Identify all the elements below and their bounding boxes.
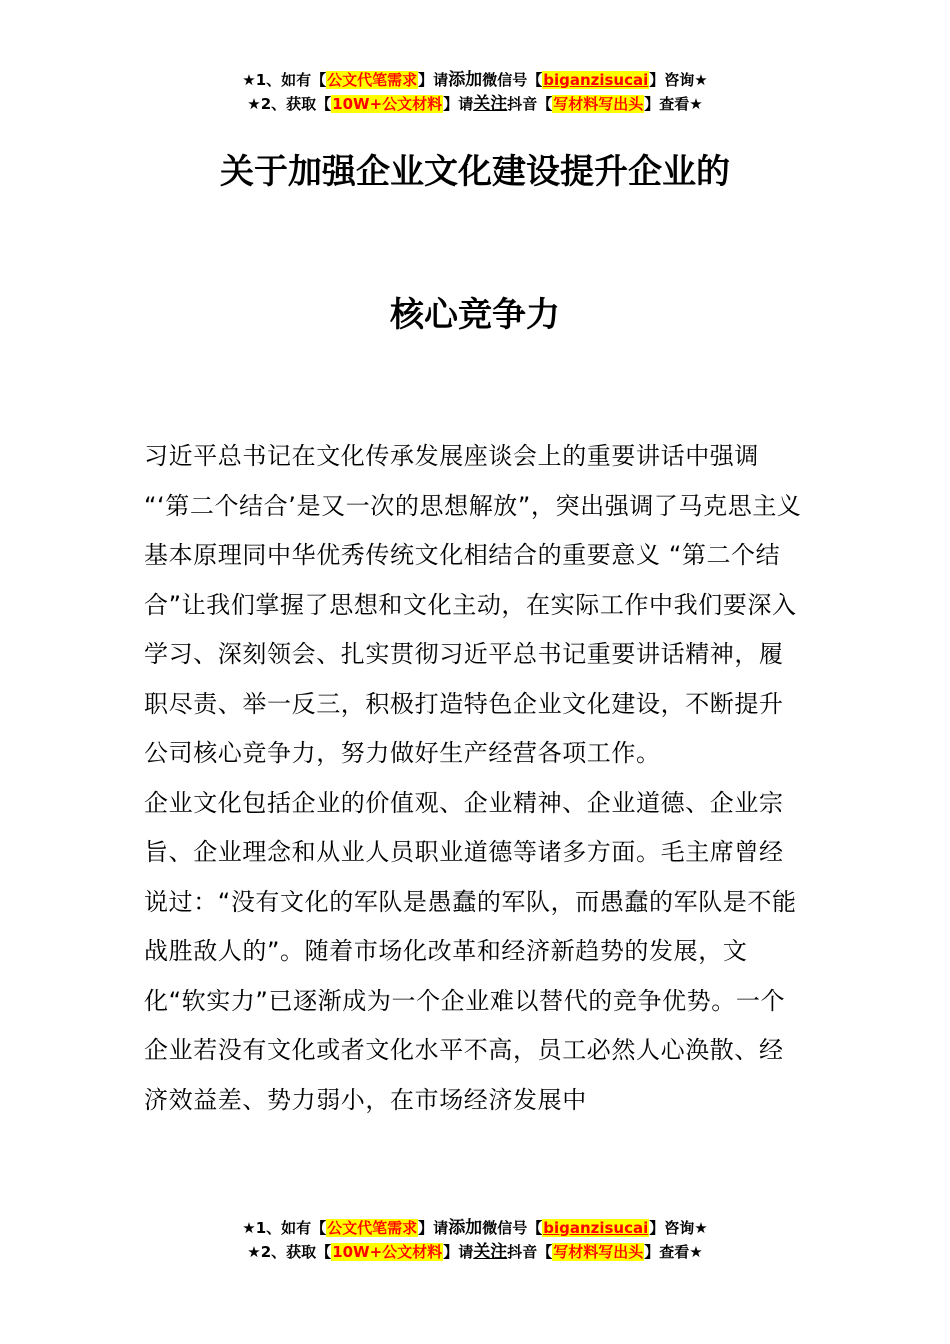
footer-highlight-service: 公文代笔需求 [327, 1219, 418, 1237]
banner-line-2-mid1: 】请 [443, 95, 474, 113]
body-paragraph-2: 企业文化包括企业的价值观、企业精神、企业道德、企业宗旨、企业理念和从业人员职业道德等诸多方面。毛主席曾经说过：“没有文化的军队是愚蠢的军队，而愚蠢的军队是不能战胜敌人的”。随着市场化改革和经济新趋势的发展，文化“软实力”已逐渐成为一个企业难以替代的竞争优势。一个企业若没有文化或者文化水平不高，员工必然人心涣散、经济效益差、势力弱小，在市场经济发展中 [144, 788, 797, 1114]
banner-line-1-mid1: 】请 [418, 71, 449, 89]
banner-line-2-prefix: ★2、获取【 [247, 95, 332, 113]
banner-line-1-suffix: 】咨询★ [649, 71, 708, 89]
footer-line-1-mid1: 】请 [418, 1219, 449, 1237]
banner-highlight-douyin: 写材料写出头 [553, 95, 644, 113]
footer-line-2-prefix: ★2、获取【 [247, 1243, 332, 1261]
footer-banner-line-1 [0, 1216, 950, 1240]
footer-line-1-prefix: ★1、如有【 [242, 1219, 327, 1237]
footer-line-1-emph: 添加 [448, 1218, 483, 1238]
wechat-id-link[interactable]: biganzisucai [543, 71, 649, 89]
body-paragraph-1: 习近平总书记在文化传承发展座谈会上的重要讲话中强调 “‘第二个结合’是又一次的思想解放”，突出强调了马克思主义基本原理同中华优秀传统文化相结合的重要意义 “第二个结合”让我们掌握了思想和文化主动，在实际工作中我们要深入学习、深刻领会、扎实贯彻习近平总书记重要讲话精神，履职尽责、举一反三，积极打造特色企业文化建设，不断提升公司核心竞争力，努力做好生产经营各项工作。 [144, 442, 802, 767]
footer-banner [0, 1216, 950, 1264]
document-title-line-1: 关于加强企业文化建设提升企业的 [220, 152, 730, 192]
footer-highlight-douyin: 写材料写出头 [553, 1243, 644, 1261]
banner-line-1-emph: 添加 [448, 70, 483, 90]
banner-line-2 [0, 92, 950, 116]
banner-line-1-mid2: 微信号【 [482, 71, 543, 89]
banner-highlight-materials: 10W+公文材料 [332, 95, 443, 113]
document-title-line-2: 核心竞争力 [390, 295, 560, 335]
footer-highlight-materials: 10W+公文材料 [332, 1243, 443, 1261]
footer-line-2-mid1: 】请 [443, 1243, 474, 1261]
banner-line-2-emph: 关注 [473, 94, 508, 114]
header-banner [0, 68, 950, 116]
banner-line-2-mid2: 抖音【 [507, 95, 553, 113]
banner-highlight-service: 公文代笔需求 [327, 71, 418, 89]
footer-line-2-suffix: 】查看★ [644, 1243, 703, 1261]
document-body [144, 432, 806, 1125]
banner-line-2-suffix: 】查看★ [644, 95, 703, 113]
footer-line-1-mid2: 微信号【 [482, 1219, 543, 1237]
banner-line-1-prefix: ★1、如有【 [242, 71, 327, 89]
footer-line-2-mid2: 抖音【 [507, 1243, 553, 1261]
footer-banner-line-2 [0, 1240, 950, 1264]
footer-wechat-id-link[interactable]: biganzisucai [543, 1219, 649, 1237]
banner-line-1 [0, 68, 950, 92]
footer-line-1-suffix: 】咨询★ [649, 1219, 708, 1237]
footer-line-2-emph: 关注 [473, 1242, 508, 1262]
